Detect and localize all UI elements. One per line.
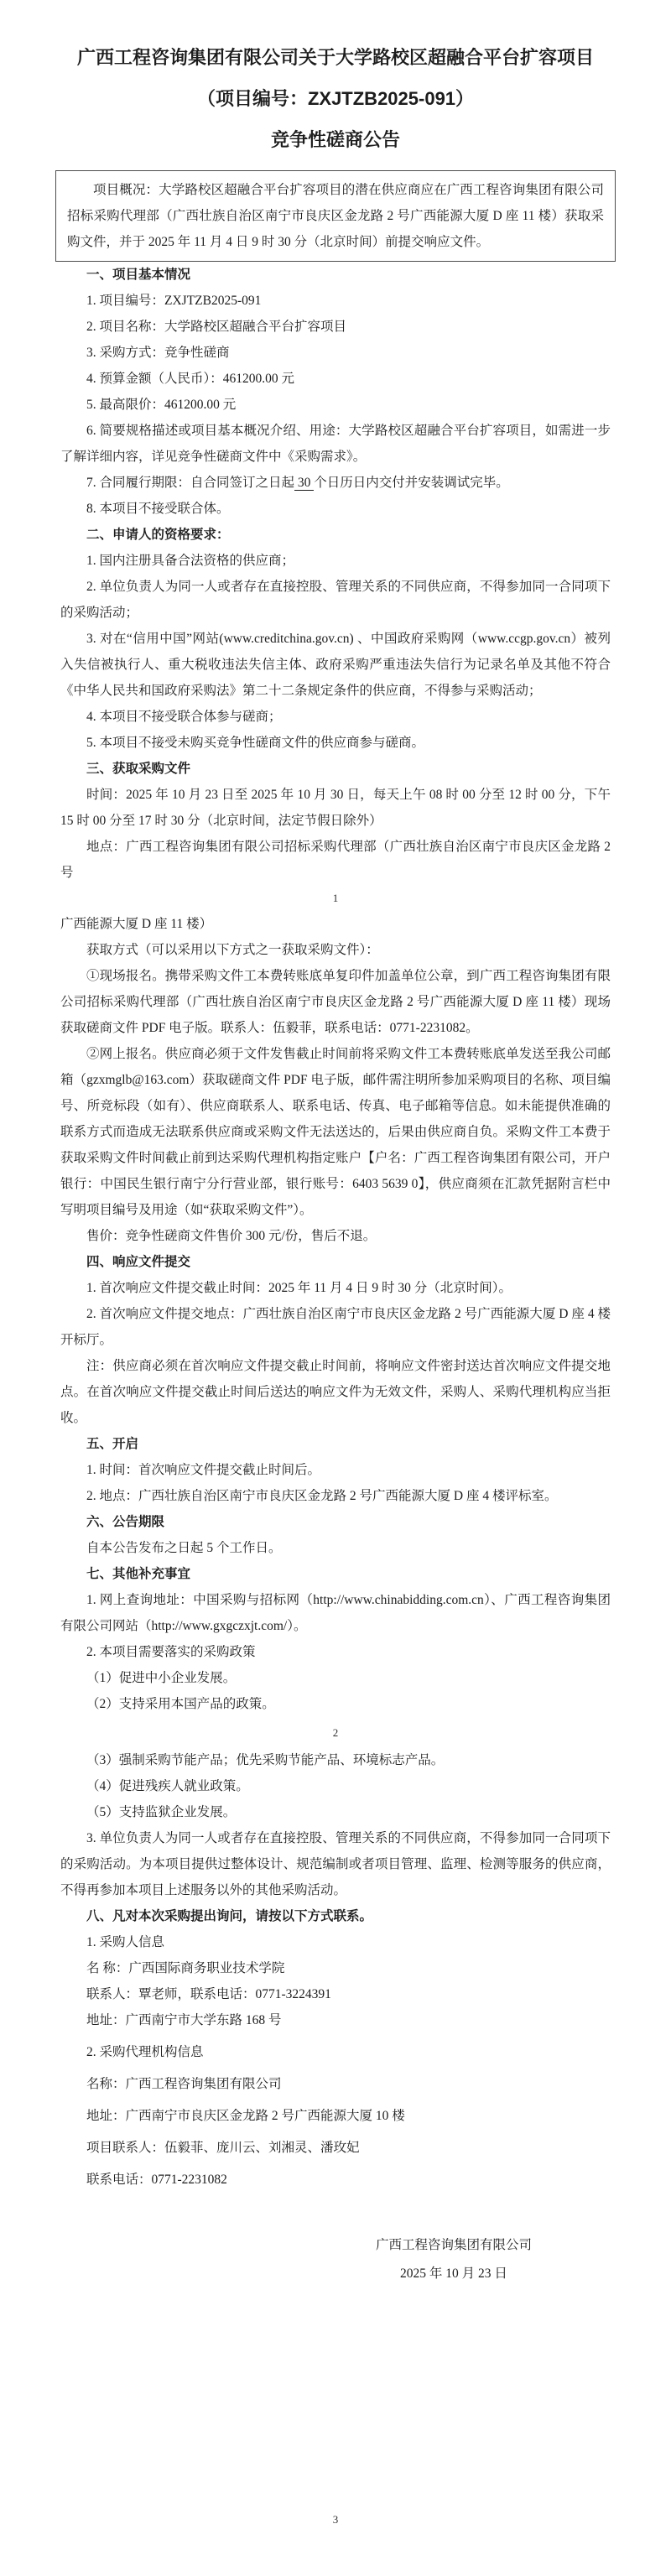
- project-overview-box: [55, 170, 616, 262]
- para-max-price: 5. 最高限价：461200.00 元: [86, 398, 237, 412]
- para-buyer-contact: 联系人：覃老师，联系电话：0771-3224391: [86, 1987, 331, 2001]
- signature-org: 广西工程咨询集团有限公司: [375, 2238, 532, 2252]
- para-policy-intro: 2. 本项目需要落实的采购政策: [86, 1645, 256, 1659]
- section3-heading: 三、获取采购文件: [86, 762, 191, 776]
- para-announcement-period: 自本公告发布之日起 5 个工作日。: [86, 1541, 282, 1555]
- para-qualification-2: 2. 单位负责人为同一人或者存在直接控股、管理关系的不同供应商，不得参加同一合同项下的采购活动；: [60, 580, 611, 620]
- para-doc-place: 地点：广西工程咨询集团有限公司招标采购代理部（广西壮族自治区南宁市良庆区金龙路 2 号: [60, 840, 611, 880]
- para-spec-description: 6. 简要规格描述或项目基本概况介绍、用途：大学路校区超融合平台扩容项目，如需进一步了解详细内容，详见竞争性磋商文件中《采购需求》。: [60, 424, 611, 464]
- para-doc-method-intro: 获取方式（可以采用以下方式之一获取采购文件）：: [86, 943, 379, 957]
- para-restriction: 3. 单位负责人为同一人或者存在直接控股、管理关系的不同供应商，不得参加同一合同项下的采购活动。为本项目提供过整体设计、规范编制或者项目管理、监理、检测等服务的供应商，不得再参加本项目上述服务以外的其他采购活动。: [60, 1831, 611, 1897]
- signature-block: [376, 2231, 532, 2288]
- para-doc-method-onsite: ①现场报名。携带采购文件工本费转账底单复印件加盖单位公章，到广西工程咨询集团有限公司招标采购代理部（广西壮族自治区南宁市良庆区金龙路 2 号广西能源大厦 D 座 11 楼）现场获取磋商文件 PDF 电子版。联系人：伍毅菲，联系电话：0771-2231082。: [60, 969, 611, 1035]
- para-submit-note: 注：供应商必须在首次响应文件提交截止时间前，将响应文件密封送达首次响应文件提交地点。在首次响应文件提交截止时间后送达的响应文件为无效文件，采购人、采购代理机构应当拒收。: [60, 1359, 611, 1425]
- para-submit-deadline: 1. 首次响应文件提交截止时间：2025 年 11 月 4 日 9 时 30 分（北京时间）。: [86, 1281, 512, 1295]
- document-title-line3: 竞争性磋商公告: [270, 129, 400, 150]
- para-agent-address: 地址：广西南宁市良庆区金龙路 2 号广西能源大厦 10 楼: [86, 2109, 405, 2123]
- para-agent-phone: 联系电话：0771-2231082: [86, 2173, 227, 2187]
- section7-heading: 七、其他补充事宜: [86, 1567, 191, 1581]
- page-number-2: 2: [332, 1726, 339, 1739]
- para-qualification-5: 5. 本项目不接受未购买竞争性磋商文件的供应商参与磋商。: [86, 736, 425, 750]
- section2-heading: 二、申请人的资格要求：: [86, 528, 230, 542]
- para-policy-5: （5）支持监狱企业发展。: [86, 1805, 237, 1819]
- section4-heading: 四、响应文件提交: [86, 1255, 191, 1269]
- section1-heading: 一、项目基本情况: [86, 268, 191, 282]
- signature-date: 2025 年 10 月 23 日: [400, 2266, 507, 2281]
- para-doc-method-online: ②网上报名。供应商必须于文件发售截止时间前将采购文件工本费转账底单发送至我公司邮箱（gzxmglb@163.com）获取磋商文件 PDF 电子版，邮件需注明所参加采购项目的名称、项目编号、所竞标段（如有）、供应商联系人、联系电话、传真、电子邮箱等信息。如未能提供准确的联系方式而造成无法联系供应商或采购文件无法送达的，后果由供应商自负。采购文件工本费于获取采购文件时间截止前到达采购代理机构指定账户【户名：广西工程咨询集团有限公司，开户银行：中国民生银行南宁分行营业部，银行账号：6403 5639 0】，供应商须在汇款凭据附言栏中写明项目编号及用途（如“获取采购文件”）。: [60, 1047, 611, 1217]
- para-agent-contacts: 项目联系人：伍毅菲、庞川云、刘湘灵、潘玫妃: [86, 2141, 360, 2155]
- document-title-line2: （项目编号：ZXJTZB2025-091）: [196, 88, 475, 109]
- para-buyer-address: 地址：广西南宁市大学东路 168 号: [86, 2013, 282, 2027]
- para-policy-2: （2）支持采用本国产品的政策。: [86, 1697, 275, 1711]
- para-agent-name: 名称：广西工程咨询集团有限公司: [86, 2077, 282, 2091]
- para-buyer-info-title: 1. 采购人信息: [86, 1935, 165, 1949]
- para-qualification-4: 4. 本项目不接受联合体参与磋商；: [86, 710, 282, 724]
- para-no-consortium: 8. 本项目不接受联合体。: [86, 502, 230, 516]
- contract-period-prefix: 7. 合同履行期限：自合同签订之日起: [86, 476, 295, 490]
- para-doc-price: 售价：竞争性磋商文件售价 300 元/份，售后不退。: [86, 1229, 377, 1243]
- page-number-1: 1: [332, 892, 339, 904]
- para-project-name: 2. 项目名称：大学路校区超融合平台扩容项目: [86, 320, 347, 334]
- section5-heading: 五、开启: [86, 1437, 139, 1451]
- section6-heading: 六、公告期限: [86, 1515, 165, 1529]
- para-opening-place: 2. 地点：广西壮族自治区南宁市良庆区金龙路 2 号广西能源大厦 D 座 4 楼评标室。: [86, 1489, 558, 1503]
- page-number-3: 3: [332, 2513, 339, 2526]
- project-overview-text: 项目概况：大学路校区超融合平台扩容项目的潜在供应商应在广西工程咨询集团有限公司招标采购代理部（广西壮族自治区南宁市良庆区金龙路 2 号广西能源大厦 D 座 11 楼）获取采购文件，并于 2025 年 11 月 4 日 9 时 30 分（北京时间）前提交响应文件。: [67, 183, 604, 249]
- para-doc-time: 时间：2025 年 10 月 23 日至 2025 年 10 月 30 日，每天上午 08 时 00 分至 12 时 00 分，下午 15 时 00 分至 17 时 30 分（北京时间，法定节假日除外）: [60, 788, 611, 828]
- para-opening-time: 1. 时间：首次响应文件提交截止时间后。: [86, 1463, 321, 1477]
- para-doc-place-continuation: 广西能源大厦 D 座 11 楼）: [60, 917, 213, 931]
- para-budget-amount: 4. 预算金额（人民币）：461200.00 元: [86, 372, 295, 386]
- contract-period-days: 30: [294, 476, 315, 490]
- para-submit-place: 2. 首次响应文件提交地点：广西壮族自治区南宁市良庆区金龙路 2 号广西能源大厦 D 座 4 楼开标厅。: [60, 1307, 611, 1347]
- para-procurement-method: 3. 采购方式：竞争性磋商: [86, 346, 230, 360]
- para-policy-4: （4）促进残疾人就业政策。: [86, 1779, 249, 1793]
- para-agent-info-title: 2. 采购代理机构信息: [86, 2045, 204, 2059]
- para-online-query: 1. 网上查询地址：中国采购与招标网（http://www.chinabidding.com.cn）、广西工程咨询集团有限公司网站（http://www.gxgczxjt.com/）。: [60, 1593, 611, 1633]
- para-policy-1: （1）促进中小企业发展。: [86, 1671, 237, 1685]
- document-title-line1: 广西工程咨询集团有限公司关于大学路校区超融合平台扩容项目: [76, 47, 594, 68]
- section8-heading: 八、凡对本次采购提出询问，请按以下方式联系。: [86, 1909, 373, 1923]
- para-buyer-name: 名 称：广西国际商务职业技术学院: [86, 1961, 285, 1975]
- para-policy-3: （3）强制采购节能产品；优先采购节能产品、环境标志产品。: [86, 1753, 445, 1767]
- para-qualification-1: 1. 国内注册具备合法资格的供应商；: [86, 554, 295, 568]
- contract-period-suffix: 个日历日内交付并安装调试完毕。: [314, 476, 509, 490]
- para-qualification-3: 3. 对在“信用中国”网站(www.creditchina.gov.cn) 、中国政府采购网（www.ccgp.gov.cn）被列入失信被执行人、重大税收违法失信主体、政府采购严重违法失信行为记录名单及其他不符合《中华人民共和国政府采购法》第二十二条规定条件的供应商，不得参与采购活动；: [60, 632, 611, 698]
- para-project-number: 1. 项目编号：ZXJTZB2025-091: [86, 294, 262, 308]
- para-contract-period: [60, 470, 611, 496]
